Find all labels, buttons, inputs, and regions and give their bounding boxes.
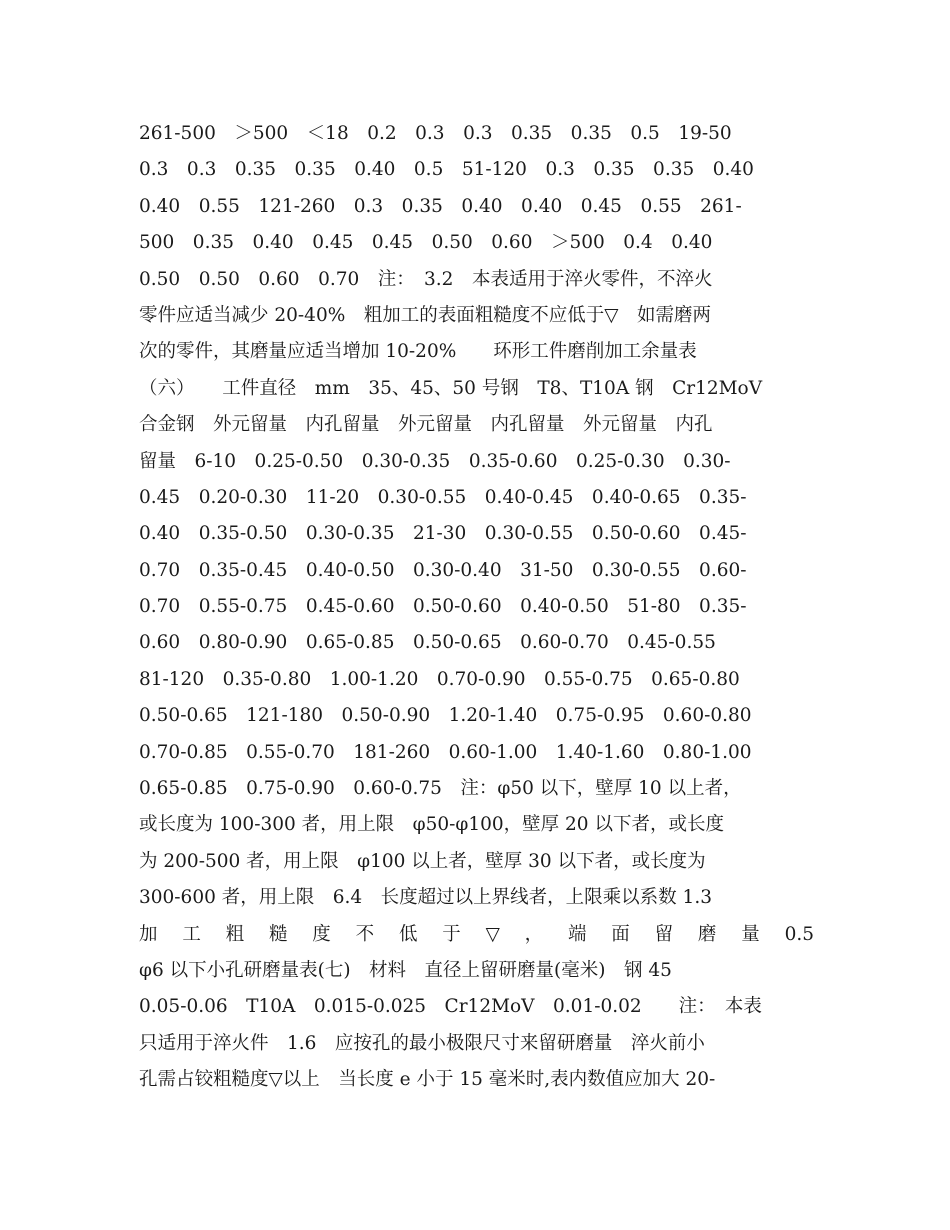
text-line: 0.70 0.35-0.45 0.40-0.50 0.30-0.40 31-50 0.30-0.55 0.60-: [139, 559, 747, 581]
text-line: 300-600 者，用上限 6.4 长度超过以上界线者，上限乘以系数 1.3: [139, 887, 712, 909]
text-line: 81-120 0.35-0.80 1.00-1.20 0.70-0.90 0.55-0.75 0.65-0.80: [139, 668, 740, 690]
text-line: 或长度为 100-300 者，用上限 φ50-φ100，壁厚 20 以下者，或长度: [139, 814, 724, 836]
text-line: 0.05-0.06 T10A 0.015-0.025 Cr12MoV 0.01-0.02 注： 本表: [139, 996, 762, 1018]
text-line: 0.45 0.20-0.30 11-20 0.30-0.55 0.40-0.45 0.40-0.65 0.35-: [139, 486, 747, 508]
text-line: 0.50-0.65 121-180 0.50-0.90 1.20-1.40 0.75-0.95 0.60-0.80: [139, 705, 752, 727]
text-line: 0.70-0.85 0.55-0.70 181-260 0.60-1.00 1.40-1.60 0.80-1.00: [139, 741, 752, 763]
text-line: （六） 工件直径 mm 35、45、50 号钢 T8、T10A 钢 Cr12MoV: [139, 377, 763, 399]
text-line: 0.40 0.35-0.50 0.30-0.35 21-30 0.30-0.55 0.50-0.60 0.45-: [139, 523, 747, 545]
text-line: 0.40 0.55 121-260 0.3 0.35 0.40 0.40 0.45 0.55 261-: [139, 195, 742, 217]
text-line: 0.3 0.3 0.35 0.35 0.40 0.5 51-120 0.3 0.35 0.35 0.40: [139, 159, 754, 181]
text-line: 留量 6-10 0.25-0.50 0.30-0.35 0.35-0.60 0.25-0.30 0.30-: [139, 450, 731, 472]
text-line: 合金钢 外元留量 内孔留量 外元留量 内孔留量 外元留量 内孔: [139, 414, 713, 436]
text-line-justified: 加 工 粗 糙 度 不 低 于 ▽ ， 端 面 留 磨 量 0.5: [139, 923, 814, 945]
text-line: 0.70 0.55-0.75 0.45-0.60 0.50-0.60 0.40-0.50 51-80 0.35-: [139, 596, 747, 618]
document-body: [139, 116, 814, 1099]
text-line: 次的零件，其磨量应适当增加 10-20% 环形工件磨削加工余量表: [139, 341, 697, 363]
text-line: 261-500 ＞500 ＜18 0.2 0.3 0.3 0.35 0.35 0.5 19-50: [139, 123, 732, 144]
text-line: 0.65-0.85 0.75-0.90 0.60-0.75 注：φ50 以下，壁厚 10 以上者，: [139, 778, 742, 800]
text-line: 只适用于淬火件 1.6 应按孔的最小极限尺寸来留研磨量 淬火前小: [139, 1032, 705, 1054]
text-line: 500 0.35 0.40 0.45 0.45 0.50 0.60 ＞500 0.4 0.40: [139, 232, 713, 254]
text-line: 零件应适当减少 20-40% 粗加工的表面粗糙度不应低于▽ 如需磨两: [139, 304, 712, 326]
text-line: 0.60 0.80-0.90 0.65-0.85 0.50-0.65 0.60-0.70 0.45-0.55: [139, 632, 716, 654]
text-line: 为 200-500 者，用上限 φ100 以上者，壁厚 30 以下者，或长度为: [139, 850, 706, 872]
text-line: φ6 以下小孔研磨量表(七) 材料 直径上留研磨量(毫米) 钢 45: [139, 959, 672, 981]
text-line: 0.50 0.50 0.60 0.70 注： 3.2 本表适用于淬火零件，不淬火: [139, 268, 713, 290]
text-line: 孔需占铰粗糙度▽以上 当长度 e 小于 15 毫米时,表内数值应加大 20-: [139, 1069, 716, 1091]
